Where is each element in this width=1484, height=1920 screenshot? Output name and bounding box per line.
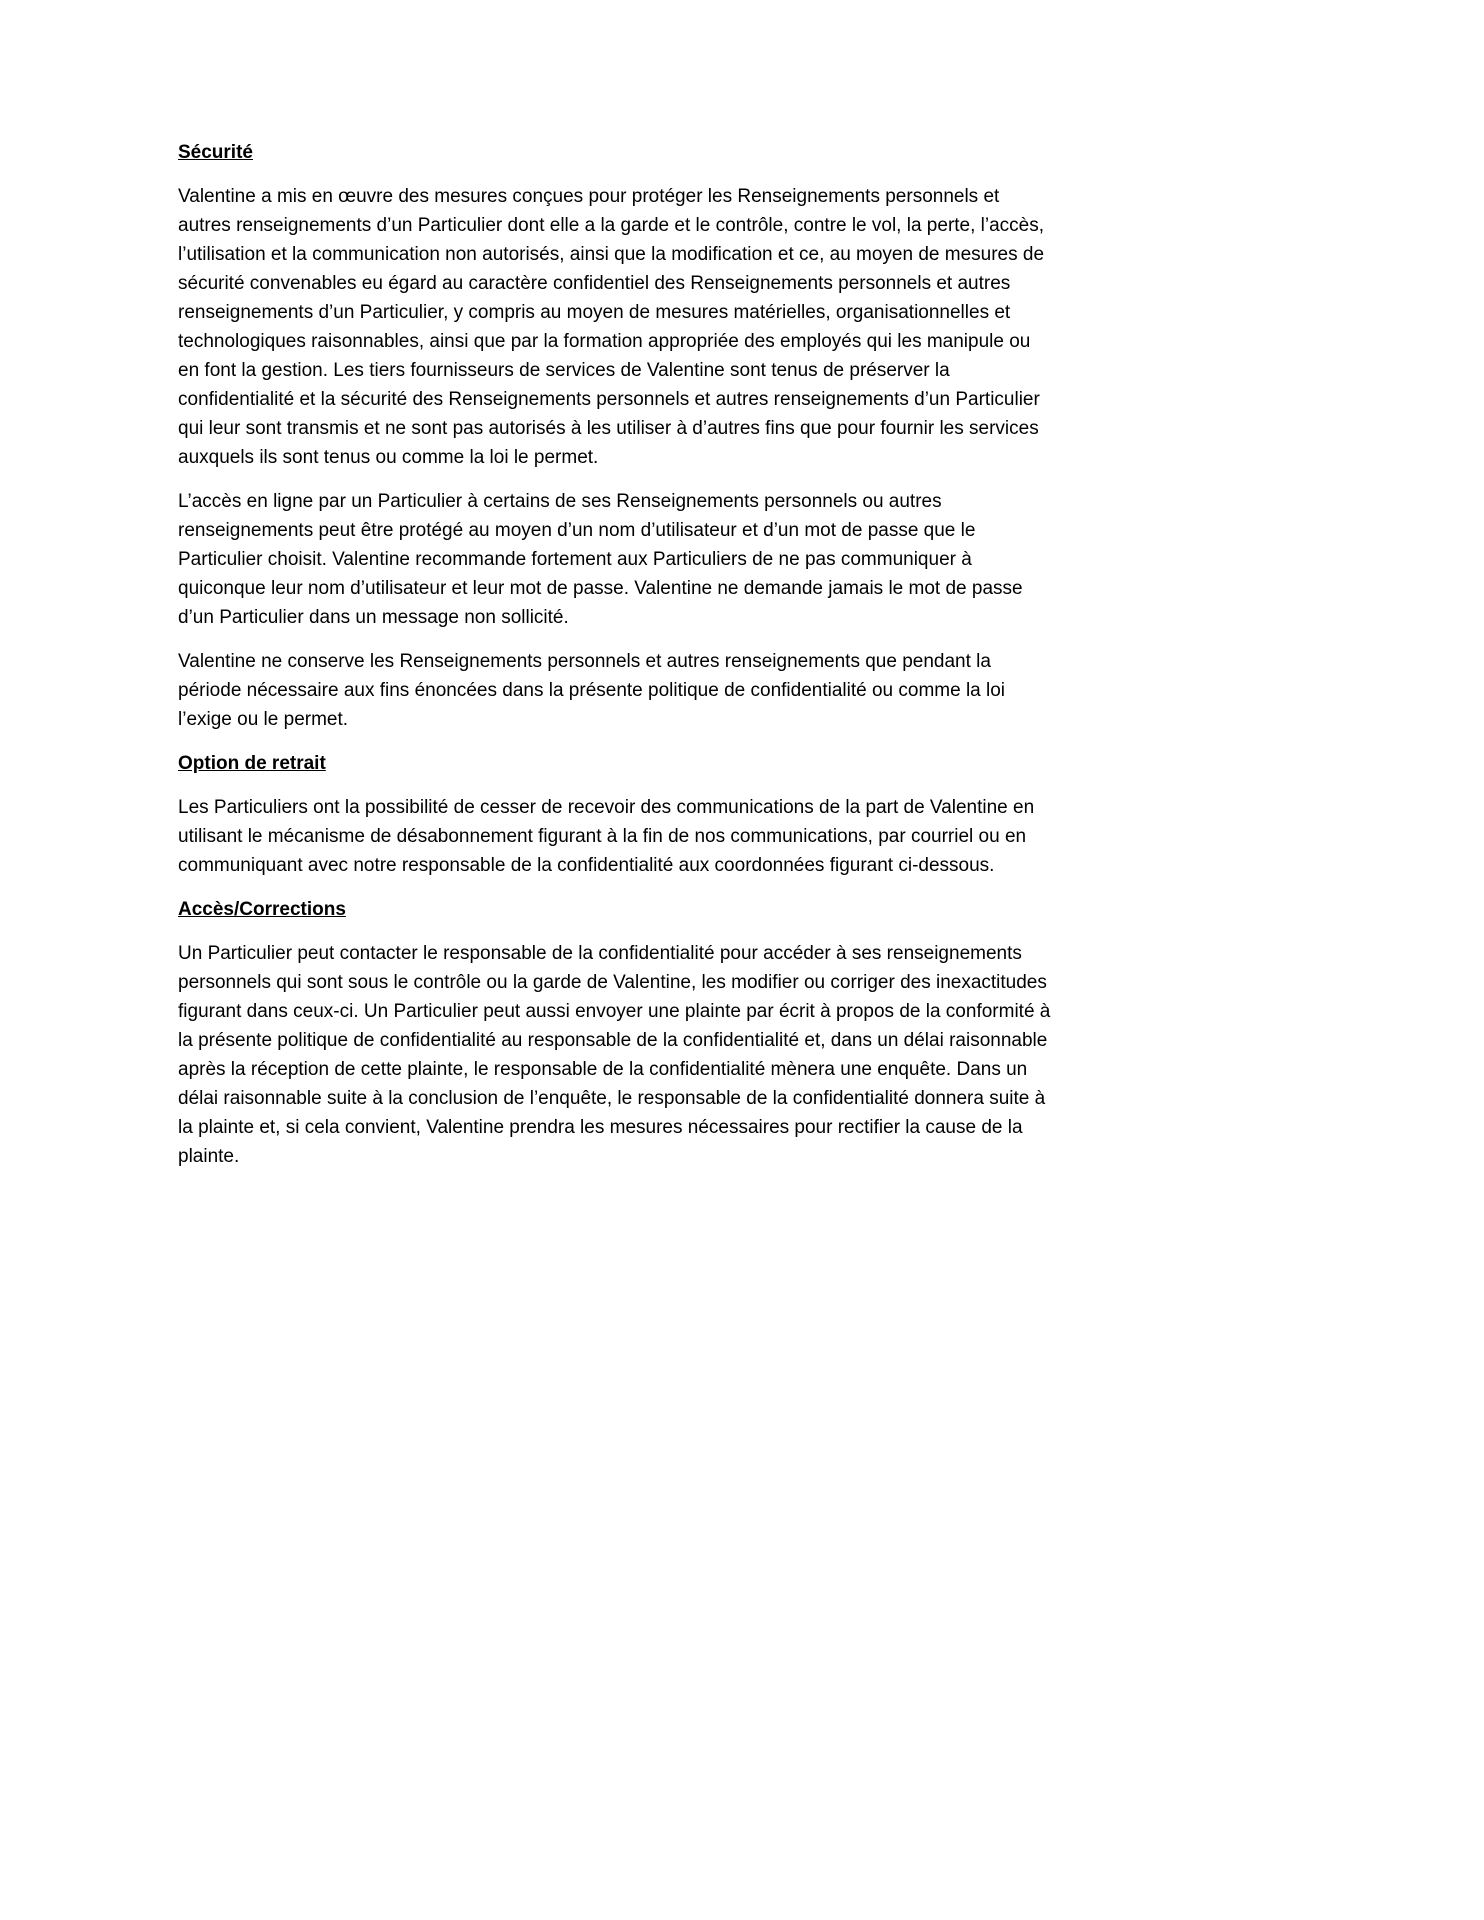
document-content: [178, 138, 1056, 1171]
section-option-de-retrait: [178, 749, 1056, 880]
section-heading-securite: Sécurité: [178, 142, 253, 163]
section-acces-corrections: [178, 895, 1056, 1171]
paragraph: Un Particulier peut contacter le responsable de la confidentialité pour accéder à ses renseignements personnels qui sont sous le contrôle ou la garde de Valentine, les modifier ou corriger des inexactitudes figurant dans ceux-ci. Un Particulier peut aussi envoyer une plainte par écrit à propos de la conformité à la présente politique de confidentialité au responsable de la confidentialité et, dans un délai raisonnable après la réception de cette plainte, le responsable de la confidentialité mènera une enquête. Dans un délai raisonnable suite à la conclusion de l’enquête, le responsable de la confidentialité donnera suite à la plainte et, si cela convient, Valentine prendra les mesures nécessaires pour rectifier la cause de la plainte.: [178, 943, 1051, 1167]
paragraph: Les Particuliers ont la possibilité de cesser de recevoir des communications de la part de Valentine en utilisant le mécanisme de désabonnement figurant à la fin de nos communications, par courriel ou en communiquant avec notre responsable de la confidentialité aux coordonnées figurant ci-dessous.: [178, 797, 1035, 876]
section-heading-acces-corrections: Accès/Corrections: [178, 899, 346, 920]
section-heading-option-de-retrait: Option de retrait: [178, 753, 326, 774]
paragraph: L’accès en ligne par un Particulier à certains de ses Renseignements personnels ou autres renseignements peut être protégé au moyen d’un nom d’utilisateur et d’un mot de passe que le Particulier choisit. Valentine recommande fortement aux Particuliers de ne pas communiquer à quiconque leur nom d’utilisateur et leur mot de passe. Valentine ne demande jamais le mot de passe d’un Particulier dans un message non sollicité.: [178, 491, 1023, 628]
section-securite: [178, 138, 1056, 734]
paragraph: Valentine a mis en œuvre des mesures conçues pour protéger les Renseignements personnels et autres renseignements d’un Particulier dont elle a la garde et le contrôle, contre le vol, la perte, l’accès, l’utilisation et la communication non autorisés, ainsi que la modification et ce, au moyen de mesures de sécurité convenables eu égard au caractère confidentiel des Renseignements personnels et autres renseignements d’un Particulier, y compris au moyen de mesures matérielles, organisationnelles et technologiques raisonnables, ainsi que par la formation appropriée des employés qui les manipule ou en font la gestion. Les tiers fournisseurs de services de Valentine sont tenus de préserver la confidentialité et la sécurité des Renseignements personnels et autres renseignements d’un Particulier qui leur sont transmis et ne sont pas autorisés à les utiliser à d’autres fins que pour fournir les services auxquels ils sont tenus ou comme la loi le permet.: [178, 186, 1045, 468]
paragraph: Valentine ne conserve les Renseignements personnels et autres renseignements que pendant la période nécessaire aux fins énoncées dans la présente politique de confidentialité ou comme la loi l’exige ou le permet.: [178, 651, 1006, 730]
